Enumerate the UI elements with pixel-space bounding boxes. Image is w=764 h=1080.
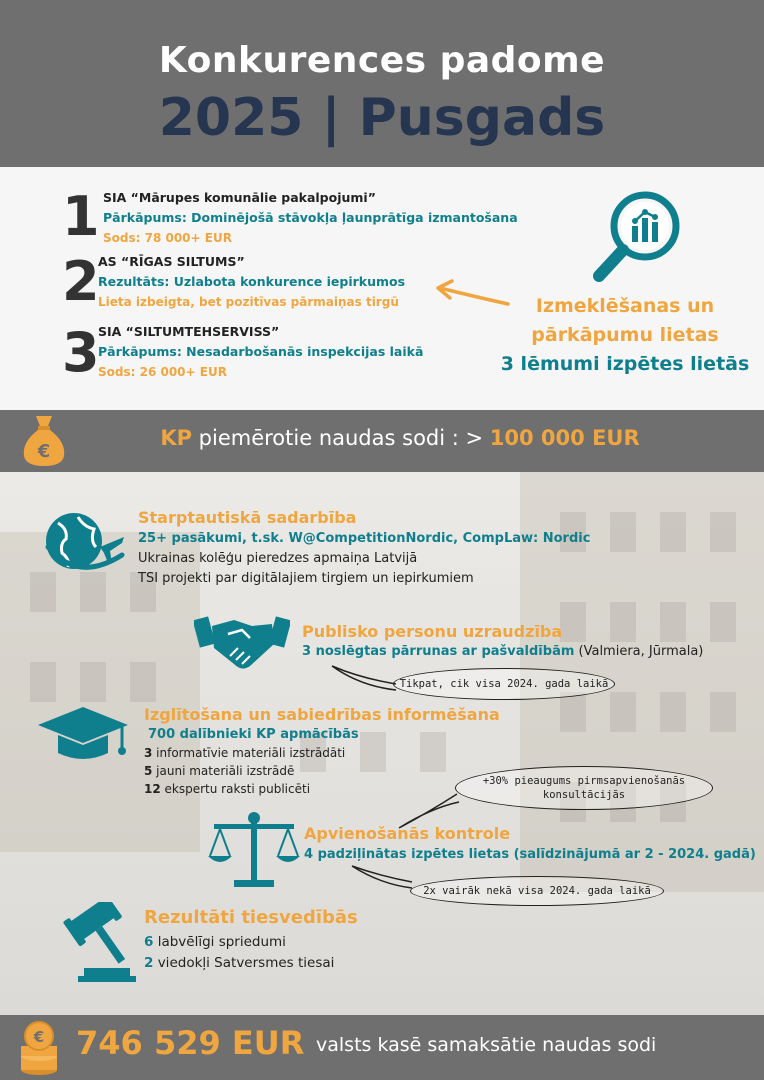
merger-line1: 4 padziļinātas izpētes lietas (salīdzinājumā ar 2 - 2024. gadā) [304,847,756,862]
bubble-tail [350,864,414,890]
svg-text:€: € [37,441,51,462]
gavel-icon [44,902,136,984]
case-number-3: 3 [62,321,100,384]
case-3-detail: Pārkāpums: Nesadarbošanās inspekcijas laikā [98,344,424,359]
fines-summary [0,426,764,450]
international-line1: 25+ pasākumi, t.sk. W@CompetitionNordic, CompLaw: Nordic [138,531,591,546]
court-list [144,932,334,974]
public-bubble: Tikpat, cik visa 2024. gada laikā [393,668,615,700]
page-subtitle: 2025 | Pusgads [158,88,606,148]
case-number-1: 1 [62,185,100,248]
svg-text:€: € [33,1028,45,1046]
public-details [302,642,703,662]
court-item-2: 2 viedokļi Satversmes tiesai [144,955,335,971]
merger-title: Apvienošanās kontrole [304,824,511,843]
coins-icon [16,1020,62,1076]
footer-label: valsts kasē samaksātie naudas sodi [316,1034,657,1056]
public-line-rest: (Valmiera, Jūrmala) [574,644,704,659]
case-1-fine: Sods: 78 000+ EUR [103,231,232,245]
education-title: Izglītošana un sabiedrības informēšana [144,705,500,724]
international-details [138,529,590,589]
case-2-company: AS “RĪGAS SILTUMS” [98,254,245,269]
case-1-company: SIA “Mārupes komunālie pakalpojumi” [103,190,376,205]
education-item-2: 5 jauni materiāli izstrādē [144,764,295,778]
case-3 [98,322,423,382]
case-3-fine: Sods: 26 000+ EUR [98,365,227,379]
international-line3: TSI projekti par digitālajiem tirgiem un iepirkumiem [138,571,474,586]
footer-amount: 746 529 EUR [76,1024,305,1062]
graduation-cap-icon [36,703,130,769]
education-item-1: 3 informatīvie materiāli izstrādāti [144,746,346,760]
case-number-2: 2 [62,250,100,313]
merger-bubble: 2x vairāk nekā visa 2024. gada laikā [410,876,664,906]
court-title: Rezultāti tiesvedībās [144,907,358,928]
fines-kp: KP [160,426,192,450]
investigations-line3: 3 lēmumi izpētes lietās [500,353,750,375]
fines-label: piemērotie naudas sodi : > [192,426,490,450]
international-title: Starptautiskā sadarbība [138,508,357,527]
case-2-detail: Rezultāts: Uzlabota konkurence iepirkumos [98,274,406,289]
magnifier-chart-icon [585,188,685,288]
handshake-icon [194,612,290,674]
case-2 [98,252,405,312]
international-line2: Ukrainas kolēģu pieredzes apmaiņa Latvijā [138,551,418,566]
education-details [148,725,359,745]
merger-details [304,845,756,865]
public-title: Publisko personu uzraudzība [302,622,563,641]
investigations-summary [490,292,760,379]
public-line-bold: 3 noslēgtas pārrunas ar pašvaldībām [302,644,575,659]
case-3-company: SIA “SILTUMTEHSERVISS” [98,324,280,339]
case-1 [103,188,518,248]
education-item-3: 12 ekspertu raksti publicēti [144,782,311,796]
fines-amount: 100 000 EUR [489,426,640,450]
page-title: Konkurences padome [158,40,606,81]
scales-icon [206,808,302,890]
investigations-line1: Izmeklēšanas un [535,295,715,317]
globe-plane-icon [38,507,128,585]
case-2-result: Lieta izbeigta, bet pozitīvas pārmaiņas tirgū [98,295,399,309]
investigations-line2: pārkāpumu lietas [531,324,719,346]
bubble-tail [330,664,400,692]
case-1-detail: Pārkāpums: Dominējošā stāvokļa ļaunprātīga izmantošana [103,210,518,225]
education-line1: 700 dalībnieki KP apmācībās [148,727,359,742]
education-list [144,744,345,798]
education-bubble: +30% pieaugums pirmsapvienošanās konsultācijās [455,766,713,810]
court-item-1: 6 labvēlīgi spriedumi [144,934,286,950]
